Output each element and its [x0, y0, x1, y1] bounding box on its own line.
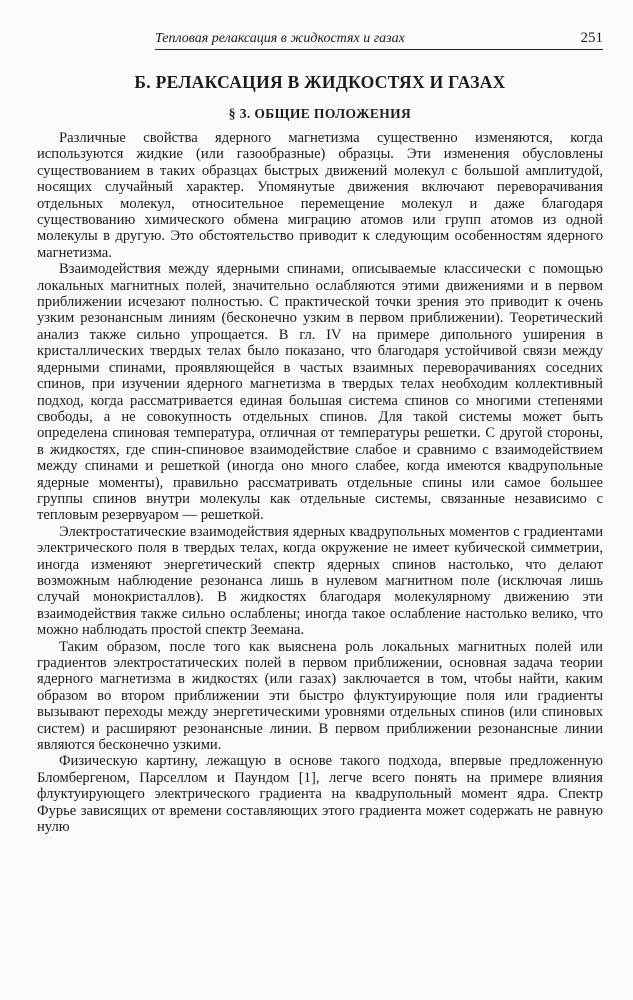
- paragraph: Различные свойства ядерного магнетизма существенно изменяются, когда используются жидкие (или газообразные) образцы. Эти изменения обусловлены существованием в таких образцах быстрых движений молекул с большой амплитудой, носящих случайный характер. Упомянутые движения включают переворачивания отдельных молекул, относительное перемещение молекул и даже благодаря существованию химического обмена миграцию атомов или групп атомов из одной молекулы в другую. Это обстоятельство приводит к следующим особенностям ядерного магнетизма.: [37, 130, 603, 261]
- paragraph: Таким образом, после того как выяснена роль локальных магнитных полей или градиентов электростатических полей в первом приближении, основная задача теории ядерного магнетизма в жидкостях (или газах) заключается в том, чтобы найти, каким образом во втором приближении эти быстро флуктуирующие поля или градиенты вызывают переходы между энергетическими уровнями отдельных спинов (или спиновых систем) и расширяют резонансные линии. В первом приближении резонансные линии являются бесконечно узкими.: [37, 638, 603, 754]
- body-text: [37, 130, 603, 835]
- running-title: Тепловая релаксация в жидкостях и газах: [155, 31, 405, 46]
- page-number: 251: [580, 30, 603, 46]
- running-header: [155, 30, 603, 50]
- paragraph: Взаимодействия между ядерными спинами, описываемые классически с помощью локальных магнитных полей, значительно ослабляются этими движениями и в первом приближении исчезают полностью. С практической точки зрения это приводит к очень узким резонансным линиям (бесконечно узким в первом приближении). Теоретический анализ также сильно упрощается. В гл. IV на примере дипольного уширения в кристаллических твердых телах было показано, что благодаря устойчивой связи между ядерными спинами, проявляющейся в частых взаимных переворачиваниях соседних спинов, при изучении ядерного магнетизма в твердых телах необходим коллективный подход, когда рассматривается единая большая система спинов со многими степенями свободы, а не совокупность отдельных спинов. Для такой системы может быть определена спиновая температура, отличная от температуры решетки. С другой стороны, в жидкостях, где спин-спиновое взаимодействие слабое и сравнимо с взаимодействием между спинами и решеткой (иногда оно много слабее, когда имеются квадрупольные ядерные моменты), правильно рассматривать отдельные спины или самое большее группы спинов внутри молекулы как отдельные системы, связанные независимо с тепловым резервуаром — решеткой.: [37, 261, 603, 524]
- paragraph: Электростатические взаимодействия ядерных квадрупольных моментов с градиентами электрического поля в твердых телах, когда окружение не имеет кубической симметрии, иногда изменяют энергетический спектр ядерных спинов настолько, что делают возможным наблюдение резонанса лишь в нулевом магнитном поле (исключая лишь случай монокристаллов). В жидкостях благодаря молекулярному движению эти взаимодействия также сильно ослаблены; иногда такое ослабление настолько велико, что можно наблюдать простой спектр Зеемана.: [37, 523, 603, 639]
- subsection-title: § 3. ОБЩИЕ ПОЛОЖЕНИЯ: [228, 106, 412, 121]
- section-title: Б. РЕЛАКСАЦИЯ В ЖИДКОСТЯХ И ГАЗАХ: [134, 72, 506, 92]
- paragraph: Физическую картину, лежащую в основе такого подхода, впервые предложенную Бломбергеном, Парселлом и Паундом [1], легче всего понять на примере влияния флуктуирующего электрического градиента на квадрупольный момент ядра. Спектр Фурье зависящих от времени составляющих этого градиента может содержать не равную нулю: [37, 753, 603, 836]
